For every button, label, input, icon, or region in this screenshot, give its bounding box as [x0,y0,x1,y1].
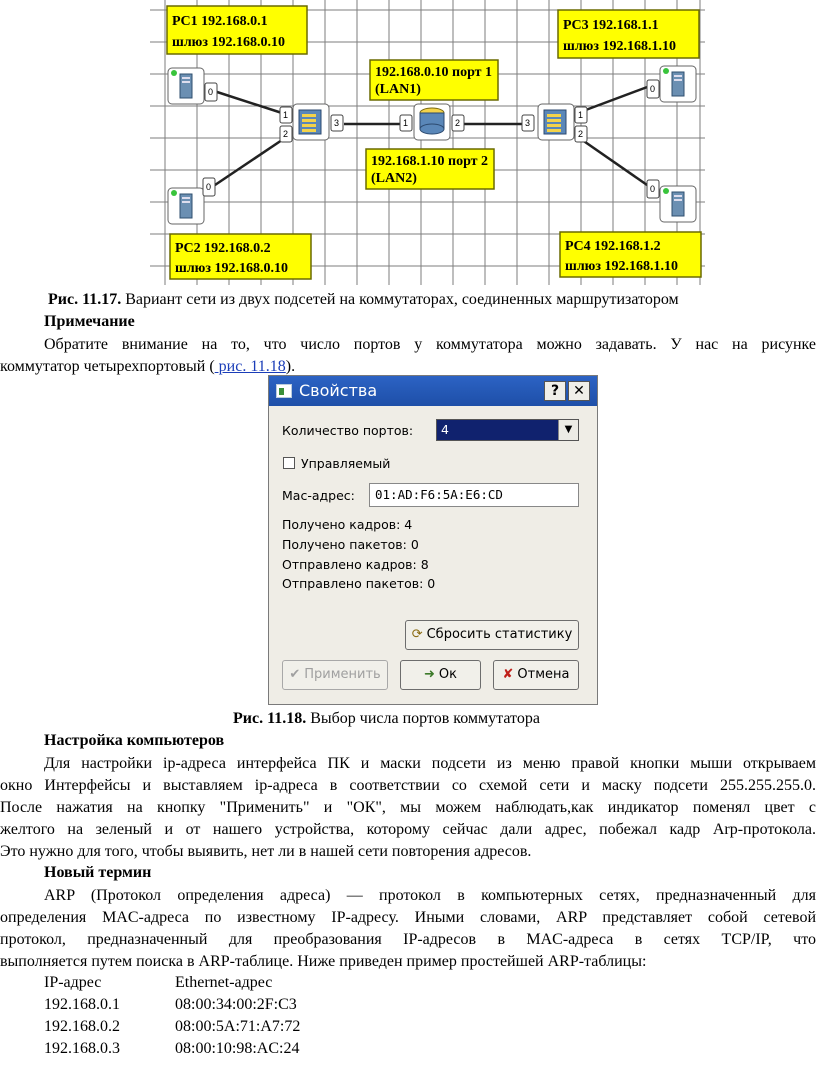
svg-text:шлюз 192.168.1.10: шлюз 192.168.1.10 [565,259,678,274]
ok-button[interactable] [400,660,481,690]
svg-text:0: 0 [650,84,656,94]
ok-label: Ок [438,667,457,682]
label-pc2 [170,234,311,279]
svg-text:(LAN2): (LAN2) [371,171,417,186]
setup-line: окно Интерфейсы и выставляем ip-адреса в соответствии со схемой сети и маску подсети 255.255.255.0. [0,777,816,794]
apply-button[interactable] [282,660,388,690]
label-pc1 [167,6,307,54]
svg-text:1: 1 [283,110,289,120]
router-device[interactable] [400,104,464,140]
stat-packets-received: Получено пакетов: 0 [282,537,419,552]
setup-line: Для настройки ip-адреса интерфейса ПК и маски подсети из меню правой кнопки мыши открываем [44,755,816,772]
arp-cell-ip: 192.168.0.1 [44,996,120,1013]
term-line: выполняется путем поиска в ARP-таблице. Ниже приведен пример простейшей ARP-таблицы: [0,953,647,970]
svg-text:(LAN1): (LAN1) [375,82,421,97]
arp-header-mac: Ethernet-адрес [175,974,273,991]
dialog-title: Свойства [299,381,378,400]
figure-caption-text: Вариант сети из двух подсетей на коммутаторах, соединенных маршрутизатором [121,291,679,308]
cancel-button[interactable] [493,660,579,690]
arp-cell-mac: 08:00:10:98:AC:24 [175,1040,300,1057]
checkmark-icon: ✔ [289,667,301,682]
setup-heading: Настройка компьютеров [44,732,225,749]
svg-text:3: 3 [334,118,340,128]
svg-text:1: 1 [578,110,584,120]
figure-11-17-caption [48,290,679,310]
pc3-device[interactable] [647,66,696,102]
pc-icon [180,74,192,98]
svg-text:PC3 192.168.1.1: PC3 192.168.1.1 [563,18,659,33]
pc1-device[interactable] [168,68,217,104]
svg-text:3: 3 [525,118,531,128]
fig-11-18-link[interactable]: рис. 11.18 [214,358,286,375]
note-line-1: Обратите внимание на то, что число портов у коммутатора можно задавать. У нас на рисунке [44,336,816,353]
setup-line: Это нужно для того, чтобы выявить, нет ли в нашей сети повторения адресов. [0,843,532,860]
ports-count-value: 4 [441,422,449,437]
svg-text:PC2 192.168.0.2: PC2 192.168.0.2 [175,241,271,256]
svg-text:2: 2 [455,118,461,128]
network-diagram [0,0,816,290]
note-text-end: ). [285,358,296,375]
note-paragraph [0,334,816,378]
arp-cell-mac: 08:00:34:00:2F:C3 [175,996,297,1013]
svg-text:0: 0 [650,184,656,194]
stat-frames-sent: Отправлено кадров: 8 [282,557,429,572]
switch-icon [544,110,566,134]
apply-label: Применить [304,667,381,682]
note-text: коммутатор четырехпортовый ( [0,358,215,375]
figure-caption-text: Выбор числа портов коммутатора [306,710,540,727]
mac-address-field[interactable]: 01:AD:F6:5A:E6:CD [369,483,579,507]
ports-count-select[interactable] [436,419,579,441]
managed-label: Управляемый [301,456,391,471]
help-button[interactable]: ? [544,381,566,401]
setup-paragraph [0,753,816,863]
arp-cell-ip: 192.168.0.2 [44,1018,120,1035]
stat-packets-sent: Отправлено пакетов: 0 [282,576,436,591]
label-pc3 [558,10,699,58]
refresh-icon: ⟳ [411,627,423,642]
reset-stats-label: Сбросить статистику [426,627,573,642]
close-button[interactable]: ✕ [568,381,590,401]
dialog-titlebar[interactable] [269,376,597,406]
pc-icon [672,72,684,96]
hand-pointer-icon: ➜ [424,667,435,682]
term-line: протокол, предназначенный для преобразования IP-адресов в MAC-адреса в сетях TCP/IP, что [0,931,816,948]
svg-text:192.168.1.10 порт 2: 192.168.1.10 порт 2 [371,154,489,169]
pc2-device[interactable] [168,178,215,224]
chevron-down-icon[interactable]: ▼ [558,420,578,440]
switch1-device[interactable] [280,104,343,142]
svg-text:шлюз 192.168.0.10: шлюз 192.168.0.10 [175,261,288,276]
figure-number: Рис. 11.18. [233,710,307,727]
stat-frames-received: Получено кадров: 4 [282,517,413,532]
figure-11-18-caption [233,709,540,729]
mac-label: Mac-адрес: [282,488,355,503]
label-lan2 [366,149,494,189]
properties-dialog [268,375,598,705]
router-icon [420,108,444,134]
figure-number: Рис. 11.17. [48,291,122,308]
app-icon [276,384,292,398]
svg-text:2: 2 [578,129,584,139]
pc-icon [180,194,192,218]
svg-text:PC1 192.168.0.1: PC1 192.168.0.1 [172,14,268,29]
arp-cell-ip: 192.168.0.3 [44,1040,120,1057]
switch-icon [299,110,321,134]
term-heading: Новый термин [44,864,152,881]
note-heading: Примечание [44,313,135,330]
label-pc4 [560,232,701,277]
cross-icon: ✘ [502,667,514,682]
pc-icon [672,192,684,216]
managed-checkbox[interactable] [283,457,295,469]
svg-text:PC4 192.168.1.2: PC4 192.168.1.2 [565,239,661,254]
svg-text:0: 0 [208,87,214,97]
setup-line: желтого на зеленый и от нашего устройства, которому сейчас дали адрес, побежал кадр Arp-протокола. [0,821,816,838]
term-line: определения MAC-адреса по известному IP-адресу. Иными словами, ARP представляет собой сетевой [0,909,816,926]
svg-text:192.168.0.10 порт 1: 192.168.0.10 порт 1 [375,65,493,80]
term-paragraph [0,885,816,973]
cancel-label: Отмена [517,667,570,682]
reset-stats-button[interactable] [405,620,579,650]
setup-line: После нажатия на кнопку "Применить" и "ОК", мы можем наблюдать,как индикатор поменял цвет с [0,799,816,816]
svg-text:2: 2 [283,129,289,139]
switch2-device[interactable] [522,104,587,142]
term-line: ARP (Протокол определения адреса) — протокол в компьютерных сетях, предназначенный для [44,887,816,904]
pc4-device[interactable] [647,180,696,222]
svg-text:шлюз 192.168.0.10: шлюз 192.168.0.10 [172,35,285,50]
arp-cell-mac: 08:00:5A:71:A7:72 [175,1018,301,1035]
svg-text:0: 0 [206,182,212,192]
svg-text:1: 1 [403,118,409,128]
label-lan1 [370,60,498,100]
arp-header-ip: IP-адрес [44,974,102,991]
svg-text:шлюз 192.168.1.10: шлюз 192.168.1.10 [563,39,676,54]
ports-count-label: Количество портов: [282,423,414,438]
